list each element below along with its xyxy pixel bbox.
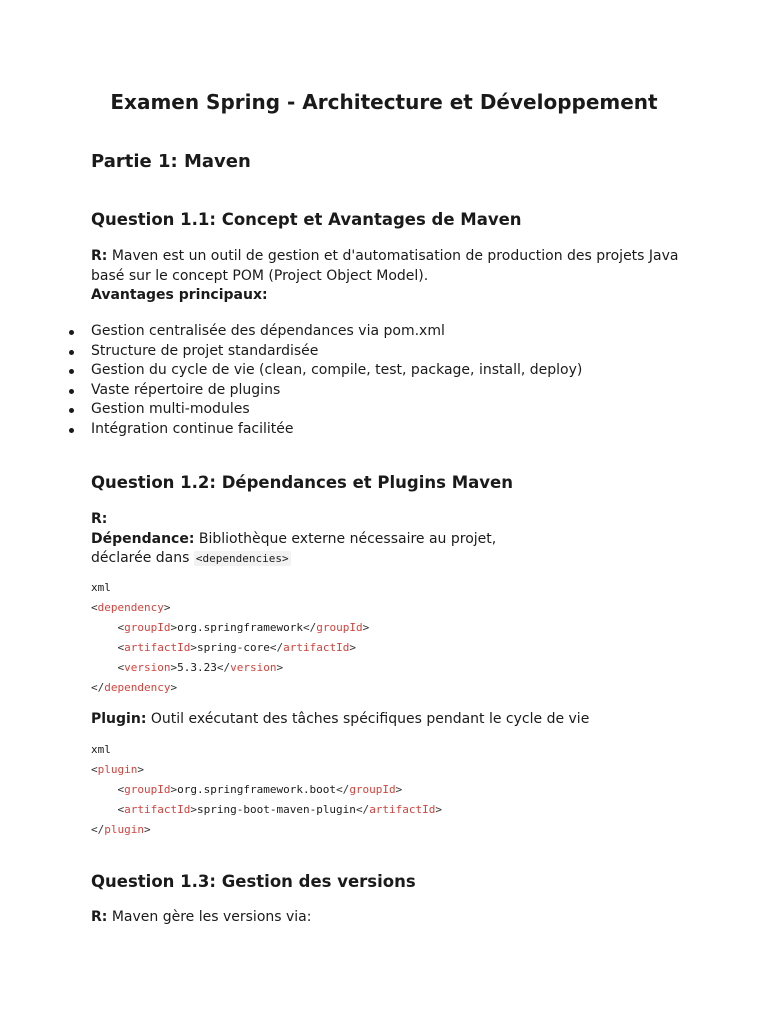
dependency-code-block: xml <dependency> <groupId>org.springframework</groupId> <artifactId>spring-core</artifactId> <version>5.3.23</version> </dependency> — [91, 578, 369, 698]
version-value: 5.3.23 — [177, 661, 217, 674]
q12-answer — [91, 510, 551, 569]
q11-advantages-label: Avantages principaux: — [91, 287, 268, 304]
dependencies-inline-code: <dependencies> — [195, 552, 289, 566]
q13-r-text: Maven gère les versions via: — [107, 909, 312, 925]
document-title: Examen Spring - Architecture et Développement — [110, 90, 658, 114]
code-lang-label: xml — [91, 581, 111, 594]
xml-tag: dependency — [97, 601, 164, 614]
list-item: Intégration continue facilitée — [91, 420, 582, 440]
list-item: Gestion du cycle de vie (clean, compile, test, package, install, deploy) — [91, 361, 582, 381]
q11-r-text: Maven est un outil de gestion et d'automatisation de production des projets Java basé sur le concept POM (Project Object Model). — [91, 248, 679, 284]
plugin-paragraph — [91, 710, 681, 730]
part1-heading: Partie 1: Maven — [91, 151, 251, 172]
q11-answer — [91, 247, 681, 306]
list-item: Structure de projet standardisée — [91, 342, 582, 362]
plugin-code-block: xml <plugin> <groupId>org.springframework.boot</groupId> <artifactId>spring-boot-maven-plugin</artifactId> </plugin> — [91, 740, 442, 840]
group-id-value: org.springframework — [177, 621, 303, 634]
code-lang-label: xml — [91, 743, 111, 756]
q11-heading: Question 1.1: Concept et Avantages de Maven — [91, 210, 522, 229]
list-item: Gestion multi-modules — [91, 400, 582, 420]
q12-r-label: R: — [91, 511, 108, 527]
list-item: Vaste répertoire de plugins — [91, 381, 582, 401]
dependency-text: Bibliothèque externe nécessaire au projet, déclarée dans — [91, 530, 497, 567]
artifact-id-value: spring-boot-maven-plugin — [196, 803, 356, 816]
q12-heading: Question 1.2: Dépendances et Plugins Maven — [91, 473, 513, 492]
xml-tag: plugin — [104, 823, 144, 836]
xml-tag: dependency — [104, 681, 171, 694]
group-id-value: org.springframework.boot — [177, 783, 337, 796]
plugin-text: Outil exécutant des tâches spécifiques pendant le cycle de vie — [146, 711, 590, 727]
q13-answer — [91, 908, 681, 928]
xml-tag: plugin — [97, 763, 138, 776]
dependency-label: Dépendance: — [91, 530, 195, 547]
plugin-label: Plugin: — [91, 711, 147, 727]
q13-r-label: R: — [91, 909, 108, 925]
artifact-id-value: spring-core — [196, 641, 270, 654]
q11-r-label: R: — [91, 248, 108, 264]
advantages-list — [91, 322, 582, 439]
list-item: Gestion centralisée des dépendances via pom.xml — [91, 322, 582, 342]
q13-heading: Question 1.3: Gestion des versions — [91, 872, 416, 891]
